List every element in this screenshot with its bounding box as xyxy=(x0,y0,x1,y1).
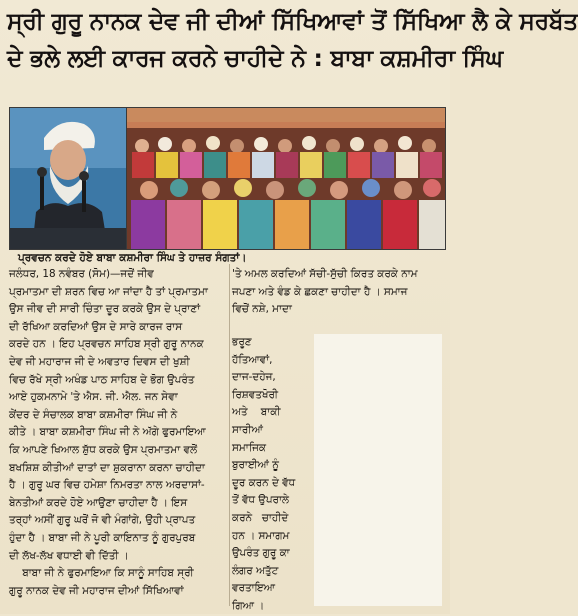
text-line: ਕਰਦੇ ਹਨ । ਇਹ ਪ੍ਰਵਚਨ ਸਾਹਿਬ ਸ੍ਰੀ ਗੁਰੂ ਨਾਨਕ xyxy=(9,338,204,351)
text-line: ਸਮਾਜਿਕ xyxy=(232,441,266,454)
text-line: ਬੇਨਤੀਆਂ ਕਰਦੇ ਹੋਏ ਆਉਣਾ ਚਾਹੀਦਾ ਹੈ । ਇਸ xyxy=(9,496,188,509)
text-line: ਬਾਬਾ ਜੀ ਨੇ ਫੁਰਮਾਇਆ ਕਿ ਸਾਨੂੰ ਸਾਹਿਬ ਸ੍ਰੀ xyxy=(9,567,194,580)
text-line: ਤਰ੍ਹਾਂ ਅਸੀਂ ਗੁਰੂ ਘਰੋਂ ਜੋ ਵੀ ਮੰਗਾਂਗੇ, ਉਹੀ ਪ੍ਰਾਪਤ xyxy=(9,514,196,527)
text-line: ਗਿਆ । xyxy=(232,599,265,612)
text-line: ਆਏ ਹੁਕਮਨਾਮੇ 'ਤੇ ਐਸ. ਜੀ. ਐਲ. ਜਨ ਸੇਵਾ xyxy=(9,391,178,404)
text-line: ਦੇਵ ਜੀ ਮਹਾਰਾਜ ਜੀ ਦੇ ਅਵਤਾਰ ਦਿਵਸ ਦੀ ਖੁਸ਼ੀ xyxy=(9,355,190,368)
text-line: ਬੁਰਾਈਆਂ ਨੂੰ xyxy=(232,459,279,472)
text-line: ਗੁਰੂ ਨਾਨਕ ਦੇਵ ਜੀ ਮਹਾਰਾਜ ਦੀਆਂ ਸਿੱਖਿਆਵਾਂ xyxy=(9,584,184,597)
column-divider xyxy=(229,264,230,606)
article-column-1 xyxy=(9,266,227,600)
text-line: ਤੋਂ ਵੱਧ ਉਪਰਾਲੇ xyxy=(232,494,289,507)
text-line: ਦੀ ਰੱਖਿਆ ਕਰਦਿਆਂ ਉਸ ਦੇ ਸਾਰੇ ਕਾਰਜ ਰਾਸ xyxy=(9,320,183,333)
text-line: 'ਤੇ ਅਮਲ ਕਰਦਿਆਂ ਸੱਚੀ-ਸੁੱਚੀ ਕਿਰਤ ਕਰਕੇ ਨਾਮ xyxy=(232,268,418,280)
text-line: ਵਰਤਾਇਆ xyxy=(232,582,275,595)
text-line: ਜਲੰਧਰ, 18 ਨਵੰਬਰ (ਸੋਮ)—ਜਦੋਂ ਜੀਵ xyxy=(9,268,154,280)
text-line: ਉਸ ਜੀਵ ਦੀ ਸਾਰੀ ਚਿੰਤਾ ਦੂਰ ਕਰਕੇ ਉਸ ਦੇ ਪ੍ਰਾਣਾਂ xyxy=(9,303,201,316)
text-line: ਹੁੰਦਾ ਹੈ । ਬਾਬਾ ਜੀ ਨੇ ਪੂਰੀ ਕਾਇਨਾਤ ਨੂੰ ਗੁਰਪੁਰਬ xyxy=(9,531,196,544)
text-line: ਵਿਚੋਂ ਨਸ਼ੇ, ਮਾਦਾ xyxy=(232,303,292,316)
text-line: ਉਪਰੰਤ ਗੁਰੂ ਕਾ xyxy=(232,547,290,560)
text-line: ਰਿਸ਼ਵਤਖੋਰੀ xyxy=(232,388,279,401)
article-column-2-narrow xyxy=(232,334,312,616)
congregation-photo xyxy=(126,107,446,250)
text-line: ਵਿਚ ਰੱਖੇ ਸ੍ਰੀ ਅਖੰਡ ਪਾਠ ਸਾਹਿਬ ਦੇ ਭੋਗ ਉਪਰੰਤ xyxy=(9,373,195,386)
text-line: ਕੇਂਦਰ ਦੇ ਸੰਚਾਲਕ ਬਾਬਾ ਕਸ਼ਮੀਰਾ ਸਿੰਘ ਜੀ ਨੇ xyxy=(9,408,178,421)
text-line: ਸਾਰੀਆਂ xyxy=(232,423,263,436)
text-line: ਹੈ । ਗੁਰੂ ਘਰ ਵਿਚ ਹਮੇਸ਼ਾ ਨਿਮਰਤਾ ਨਾਲ ਅਰਦਾਸਾਂ- xyxy=(9,479,205,492)
text-line: ਦੀ ਲੱਖ-ਲੱਖ ਵਧਾਈ ਵੀ ਦਿੱਤੀ । xyxy=(9,549,129,562)
text-line: ਕਿ ਆਪਣੇ ਖਿਆਲ ਸ਼ੁੱਧ ਕਰਕੇ ਉਸ ਪ੍ਰਮਾਤਮਾ ਵਲੋਂ xyxy=(9,443,198,456)
text-line: ਹੱਤਿਆਵਾਂ, xyxy=(232,353,273,366)
text-line: ਬਖਸ਼ਿਸ਼ ਕੀਤੀਆਂ ਦਾਤਾਂ ਦਾ ਸ਼ੁਕਰਾਨਾ ਕਰਨਾ ਚਾਹੀਦਾ xyxy=(9,461,205,474)
text-line: ਦਾਜ-ਦਹੇਜ, xyxy=(232,371,276,384)
headline-line-2: ਦੇ ਭਲੇ ਲਈ ਕਾਰਜ ਕਰਨੇ ਚਾਹੀਦੇ ਨੇ : ਬਾਬਾ ਕਸ਼ਮੀਰਾ ਸਿੰਘ xyxy=(7,44,503,72)
blank-area xyxy=(314,334,442,606)
text-line: ਅਤੇ ਬਾਕੀ xyxy=(232,406,281,419)
text-line: ਦੂਰ ਕਰਨ ਦੇ ਵੱਧ xyxy=(232,476,296,489)
text-line: ਪ੍ਰਮਾਤਮਾ ਦੀ ਸ਼ਰਨ ਵਿਚ ਆ ਜਾਂਦਾ ਹੈ ਤਾਂ ਪ੍ਰਮਾਤਮਾ xyxy=(9,285,208,298)
headline xyxy=(7,3,578,77)
text-line: ਲੰਗਰ ਅਤੁੱਟ xyxy=(232,564,279,577)
text-line: ਜਪਣਾ ਅਤੇ ਵੰਡ ਕੇ ਛਕਣਾ ਚਾਹੀਦਾ ਹੈ । ਸਮਾਜ xyxy=(232,285,408,298)
photo-caption: ਪ੍ਰਵਚਨ ਕਰਦੇ ਹੋਏ ਬਾਬਾ ਕਸ਼ਮੀਰਾ ਸਿੰਘ ਤੇ ਹਾਜ਼ਰ ਸੰਗਤਾਂ। xyxy=(18,252,247,264)
text-line: ਹਨ । ਸਮਾਗਮ xyxy=(232,529,290,542)
text-line: ਕੀਤੇ । ਬਾਬਾ ਕਸ਼ਮੀਰਾ ਸਿੰਘ ਜੀ ਨੇ ਅੱਗੇ ਫੁਰਮਾਇਆ xyxy=(9,426,206,439)
text-line: ਭਰੂਣ xyxy=(232,336,252,348)
article-column-2 xyxy=(232,266,444,319)
text-line: ਕਰਨੇ ਚਾਹੀਦੇ xyxy=(232,511,289,524)
headline-line-1: ਸ੍ਰੀ ਗੁਰੂ ਨਾਨਕ ਦੇਵ ਜੀ ਦੀਆਂ ਸਿੱਖਿਆਵਾਂ ਤੋਂ ਸਿੱਖਿਆ ਲੈ ਕੇ ਸਰਬੱਤ xyxy=(7,7,578,35)
speaker-photo xyxy=(9,107,127,250)
